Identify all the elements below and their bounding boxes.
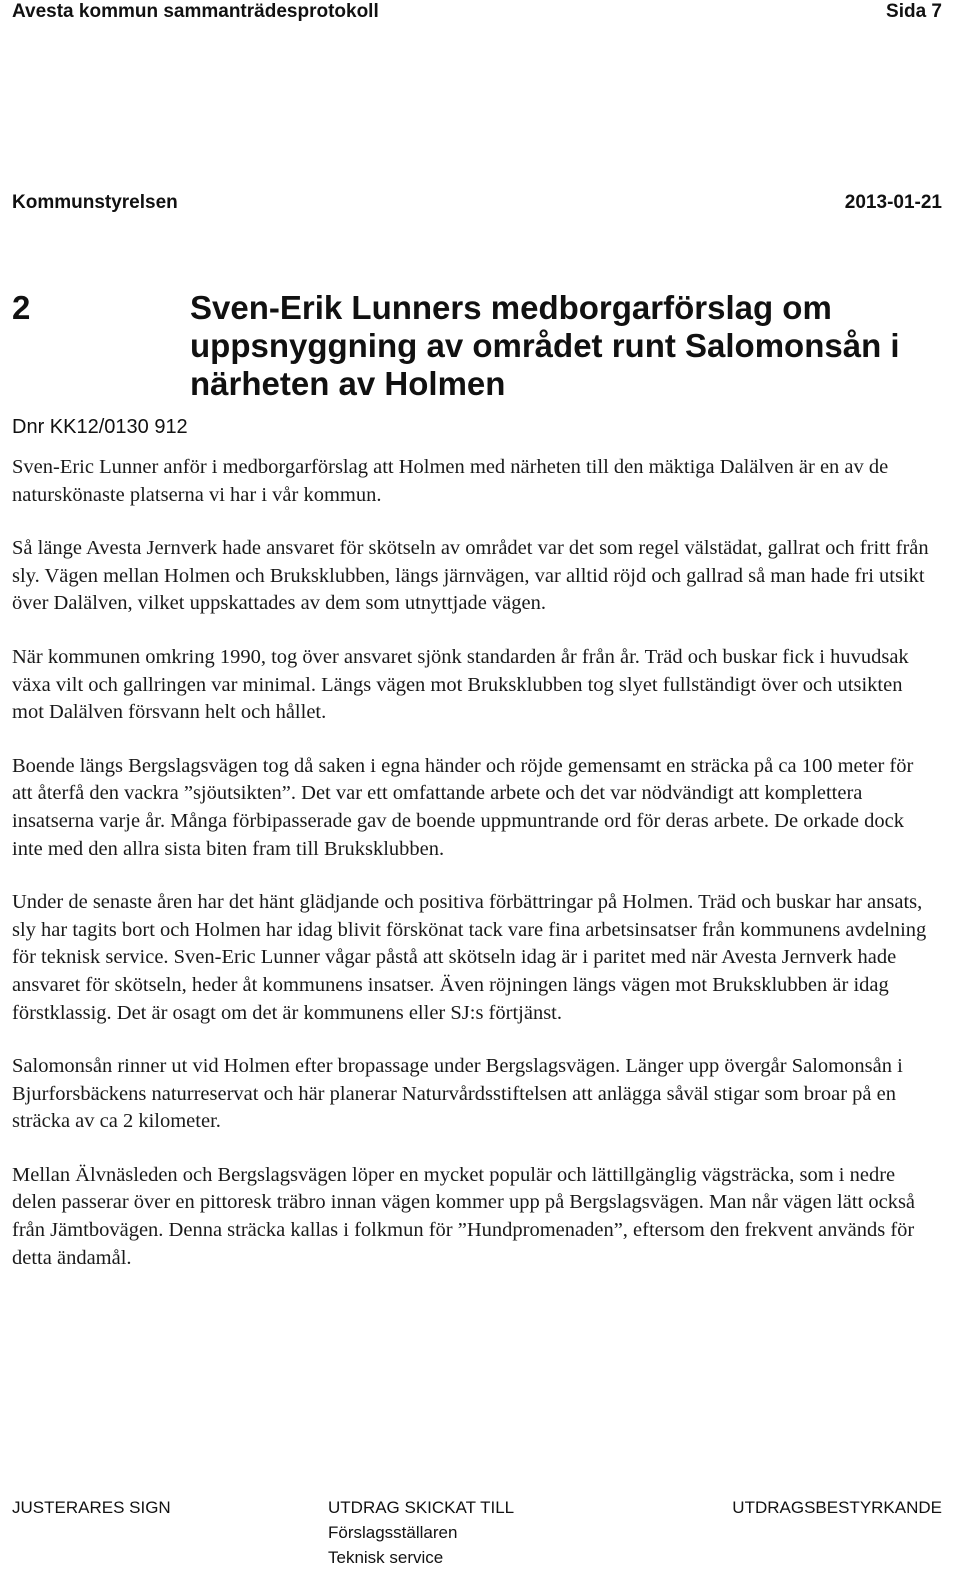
certification-label: UTDRAGSBESTYRKANDE [732, 1498, 942, 1517]
meeting-meta [12, 192, 942, 216]
certification-column [732, 1495, 942, 1520]
paragraph: Så länge Avesta Jernverk hade ansvaret för skötseln av området var det som regel välstädat, gallrat och fritt från sly. Vägen mellan Holmen och Bruksklubben, längs järnvägen, var alltid röjd och gallrad så man hade fri utsikt över Dalälven, vilket uppskattades av dem som utnyttjade vägen. [12, 537, 929, 615]
signature-label: JUSTERARES SIGN [12, 1498, 171, 1517]
committee-name: Kommunstyrelsen [12, 192, 178, 213]
document-header [12, 0, 942, 26]
meeting-date: 2013-01-21 [844, 192, 942, 213]
document-footer [12, 1495, 942, 1585]
page-number: Sida 7 [886, 1, 942, 22]
signature-column [12, 1495, 171, 1520]
recipient-item: Teknisk service [328, 1548, 444, 1567]
paragraph: Mellan Älvnäsleden och Bergslagsvägen löper en mycket populär och lättillgänglig vägsträcka, som i nedre delen passerar över en pittoresk träbro innan vägen kommer upp på Bergslagsvägen. Man når vägen lätt också från Jämtbovägen. Denna sträcka kallas i folkmun för ”Hundpromenaden”, eftersom den frekvent används för detta ändamål. [12, 1163, 916, 1269]
recipient-item: Förslagsställaren [328, 1523, 458, 1542]
paragraph: Under de senaste åren har det hänt glädjande och positiva förbättringar på Holmen. Träd och buskar har ansats, sly har tagits bort och Holmen har idag blivit förskönat tack vare fina arbetsinsatser från kommunens avdelning för teknisk service. Sven-Eric Lunner vågar påstå att skötseln idag är i paritet med när Avesta Jernverk hade ansvaret för skötseln, heder åt kommunens insatser. Även röjningen längs vägen mot Bruksklubben är idag förstklassig. Det är osagt om det är kommunens eller SJ:s förtjänst. [12, 891, 927, 1024]
section-number: 2 [12, 289, 31, 326]
diary-number: Dnr KK12/0130 912 [12, 416, 188, 438]
paragraph: När kommunen omkring 1990, tog över ansvaret sjönk standarden år från år. Träd och buskar fick i huvudsak växa vilt och gallringen var minimal. Längs vägen mot Bruksklubben tog slyet fullständigt över och utsikten mot Dalälven försvann helt och hållet. [12, 645, 909, 724]
document-title: Avesta kommun sammanträdesprotokoll [12, 1, 379, 22]
section-title: Sven-Erik Lunners medborgarförslag om uppsnyggning av området runt Salomonsån i närheten av Holmen [190, 289, 900, 402]
paragraph: Salomonsån rinner ut vid Holmen efter bropassage under Bergslagsvägen. Länger upp övergår Salomonsån i Bjurforsbäckens naturreservat och här planerar Naturvårdsstiftelsen att anlägga såväl stigar som broar på en sträcka av ca 2 kilometer. [12, 1055, 903, 1133]
body-text [12, 454, 932, 1298]
distribution-column [328, 1495, 514, 1570]
distribution-label: UTDRAG SKICKAT TILL [328, 1498, 515, 1517]
paragraph: Sven-Eric Lunner anför i medborgarförslag att Holmen med närheten till den mäktiga Dalälven är en av de naturskönaste platserna vi har i vår kommun. [12, 456, 889, 506]
paragraph: Boende längs Bergslagsvägen tog då saken i egna händer och röjde gemensamt en sträcka på ca 100 meter för att återfå den vackra ”sjöutsikten”. Det var ett omfattande arbete och det var nödvändigt att komplettera insatserna varje år. Många förbipasserade gav de boende uppmuntrande ord för deras arbete. De orkade dock inte med den allra sista biten fram till Bruksklubben. [12, 754, 914, 860]
